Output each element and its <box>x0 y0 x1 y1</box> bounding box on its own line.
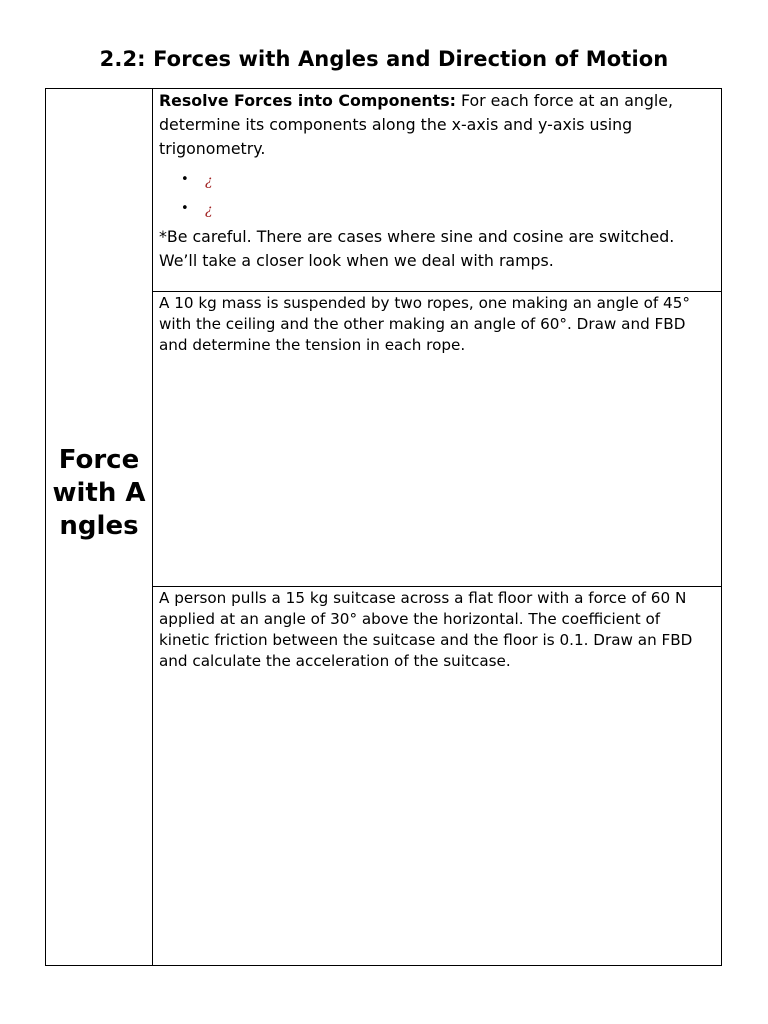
problem-2-text: A person pulls a 15 kg suitcase across a flat floor with a force of 60 N applied at an angle of 30° above the horizontal. The coefficient of kinetic friction between the suitcase and the floor is 0.1. Draw an FBD and calculate the acceleration of the suitcase. <box>159 589 693 670</box>
problem-1-text: A 10 kg mass is suspended by two ropes, one making an angle of 45° with the ceiling and the other making an angle of 60°. Draw and FBD and determine the tension in each rope. <box>159 294 690 354</box>
problem-2-cell <box>153 587 721 965</box>
bullet-icon: • <box>181 172 189 187</box>
formula-placeholder: ¿ <box>205 173 213 189</box>
resolve-forces-heading: Resolve Forces into Components: <box>159 91 456 110</box>
bullet-icon: • <box>181 201 189 216</box>
worksheet-table <box>45 88 722 966</box>
resolve-forces-text: For each force at an angle, determine its components along the x-axis and y-axis using trigonometry. <box>159 91 674 158</box>
page-title: 2.2: Forces with Angles and Direction of Motion <box>99 47 669 71</box>
resolve-forces-paragraph <box>159 89 715 161</box>
resolve-forces-cell <box>153 89 721 292</box>
formula-placeholder: ¿ <box>205 202 213 218</box>
side-label: Force with Angles <box>52 444 146 541</box>
list-item <box>159 194 715 223</box>
problem-1-cell <box>153 292 721 587</box>
component-formula-list <box>159 165 715 223</box>
side-label-cell <box>46 89 153 965</box>
list-item <box>159 165 715 194</box>
caution-note: *Be careful. There are cases where sine and cosine are switched. We’ll take a closer look when we deal with ramps. <box>159 227 675 270</box>
